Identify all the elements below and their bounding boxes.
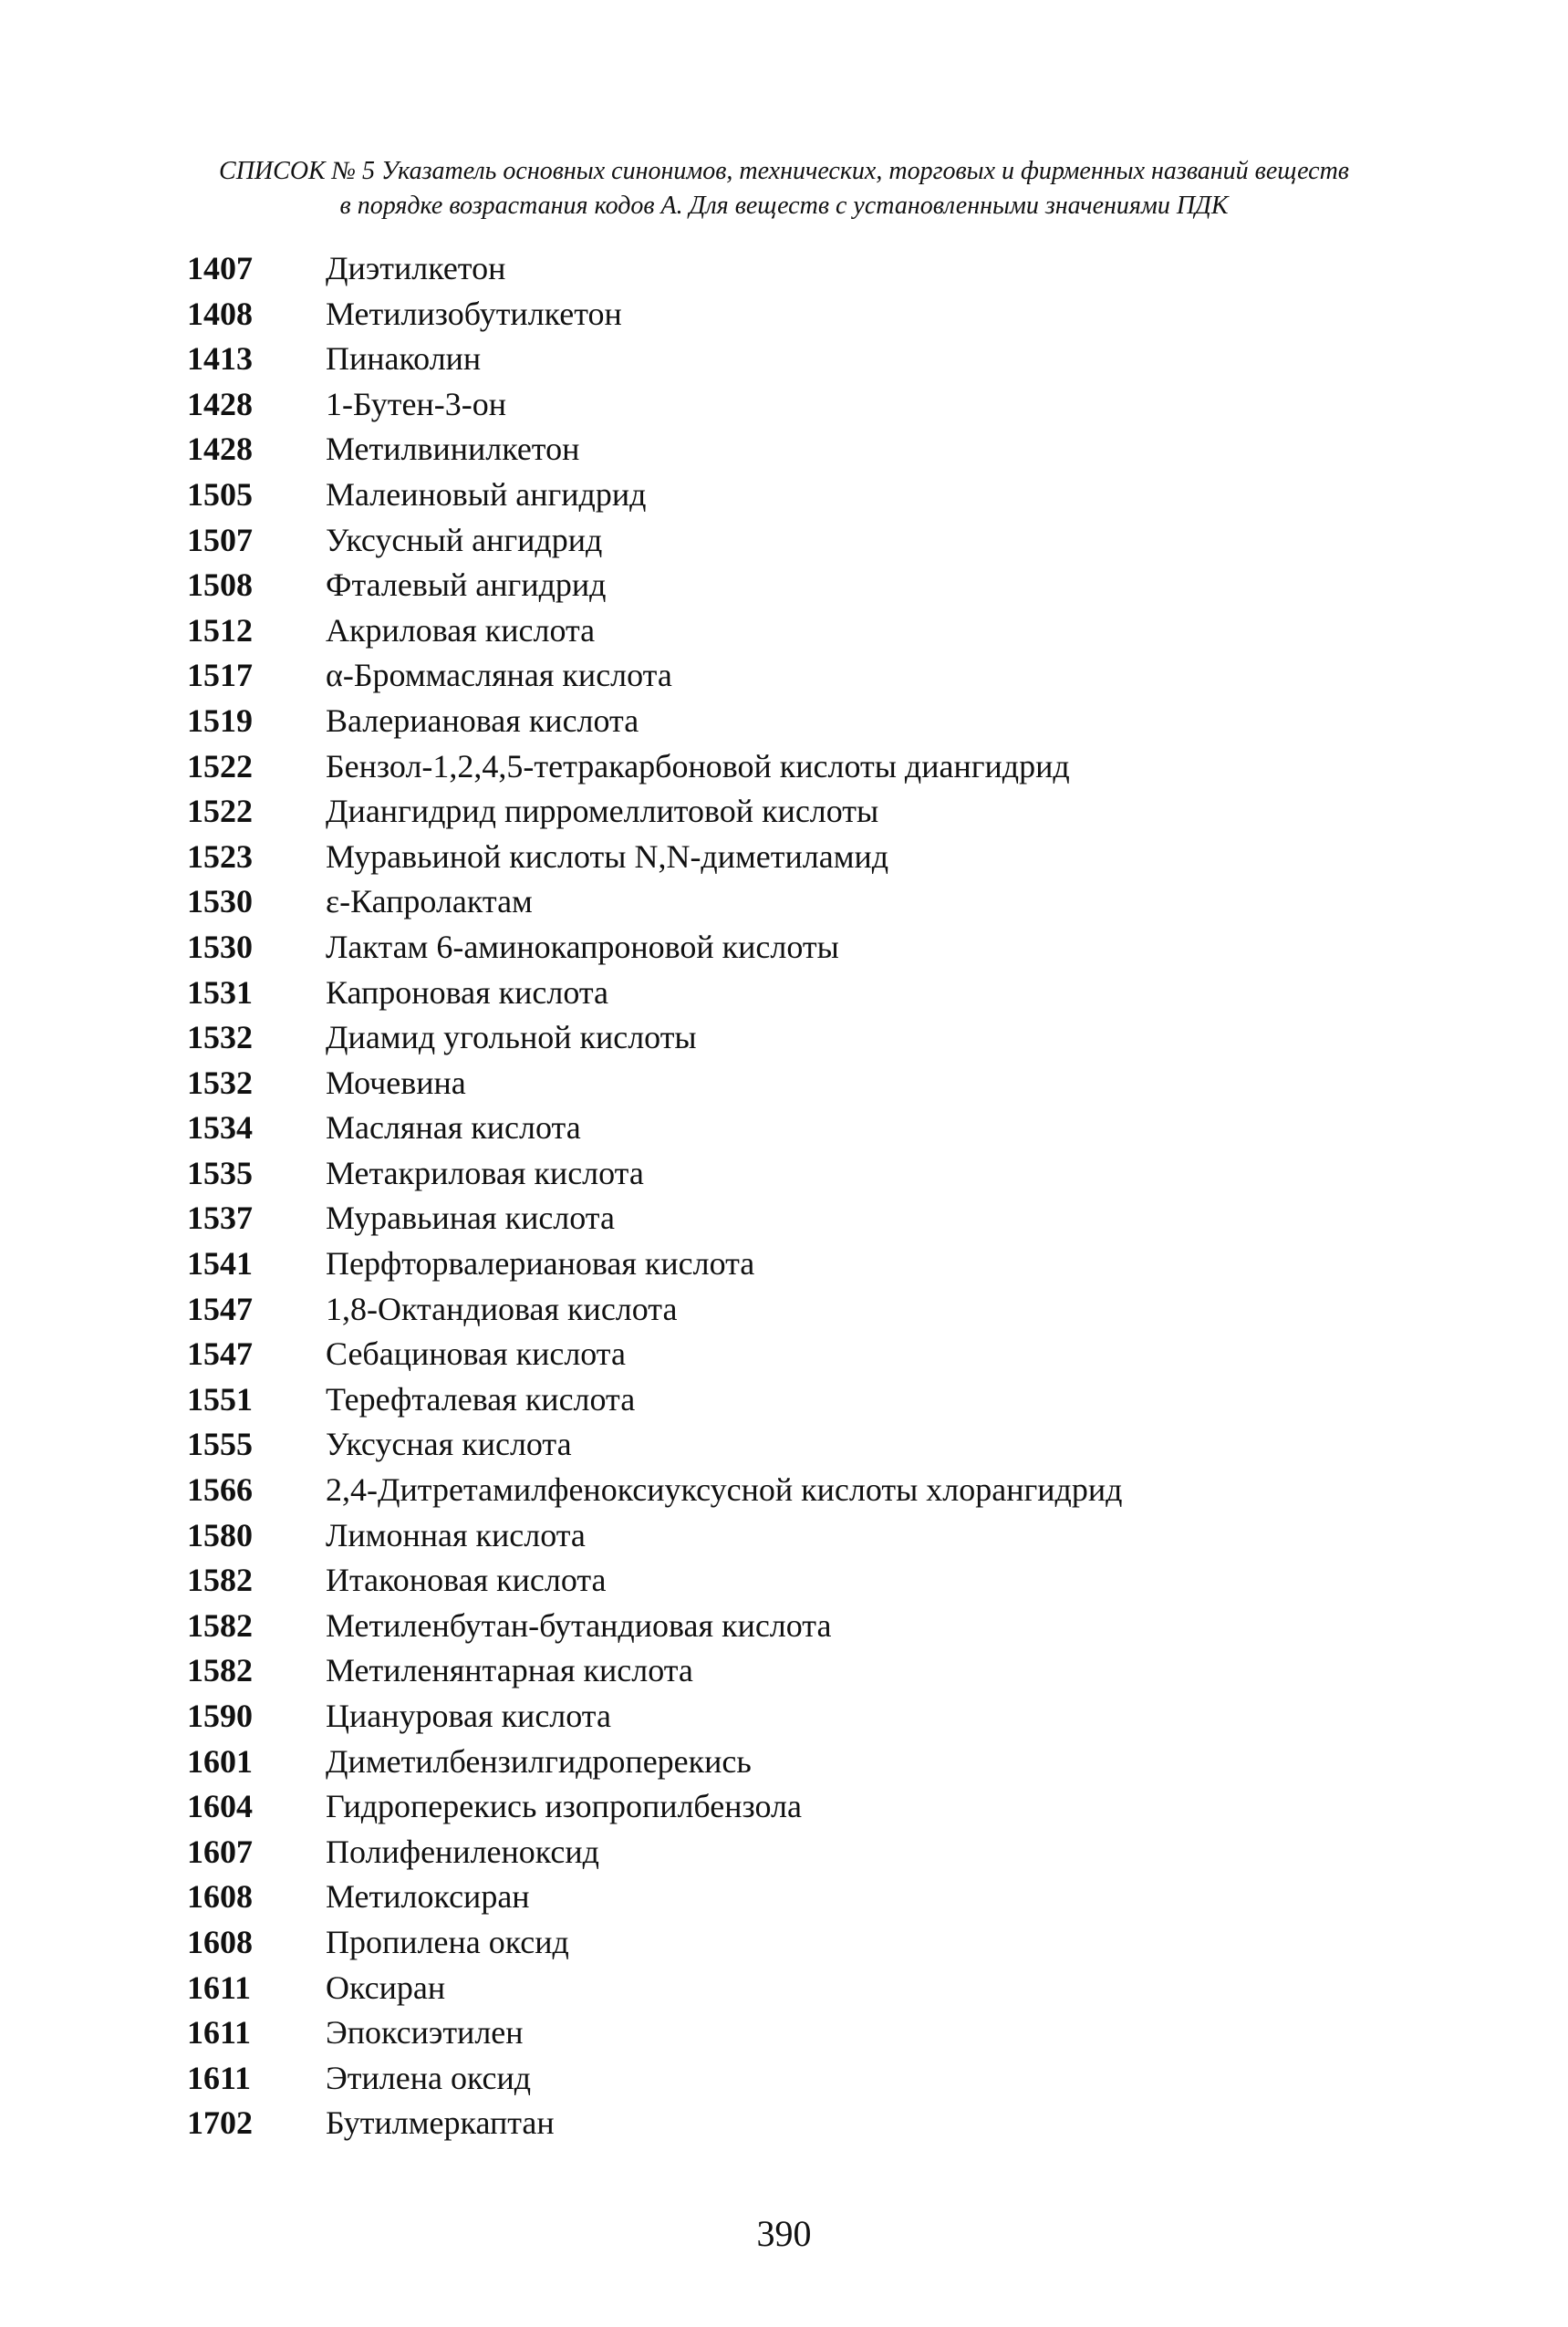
substance-code: 1566 [187,1471,253,1509]
substance-code: 1522 [187,793,253,830]
list-item [0,1196,1568,1241]
substance-code: 1534 [187,1109,253,1147]
substance-code: 1428 [187,431,253,468]
list-item [0,1920,1568,1966]
list-item [0,835,1568,880]
substance-name: Эпоксиэтилен [326,2014,524,2052]
substance-name: Диамид угольной кислоты [326,1019,697,1056]
substance-name: Лимонная кислота [326,1516,586,1553]
substance-name: Масляная кислота [326,1109,581,1147]
substance-code: 1505 [187,475,253,513]
list-item [0,1648,1568,1694]
substance-name: Оксиран [326,1969,446,2006]
substance-name: Уксусный ангидрид [326,521,603,558]
substance-name: Муравьиная кислота [326,1200,615,1237]
list-item [0,337,1568,382]
substance-name: Бутилмеркаптан [326,2104,555,2142]
substance-name: Диметилбензилгидроперекись [326,1742,752,1780]
substance-name: Мочевина [326,1064,466,1101]
list-item [0,699,1568,744]
list-item [0,1468,1568,1513]
list-item [0,518,1568,564]
list-item [0,653,1568,699]
substance-code: 1582 [187,1562,253,1599]
page-header-line-2: в порядке возрастания кодов А. Для веществ с установленными значениями ПДК [339,192,1229,220]
substance-name: Уксусная кислота [326,1426,572,1463]
substance-name: α-Броммасляная кислота [326,657,672,694]
list-item [0,1377,1568,1423]
substance-code: 1532 [187,1064,253,1101]
list-item [0,744,1568,790]
list-item [0,1966,1568,2011]
list-item [0,1015,1568,1061]
list-item [0,1151,1568,1197]
substance-name: 2,4-Дитретамилфеноксиуксусной кислоты хлорангидрид [326,1471,1123,1509]
substance-name: Терефталевая кислота [326,1380,636,1418]
list-item [0,1694,1568,1740]
substance-name: 1,8-Октандиовая кислота [326,1290,678,1327]
list-item [0,1604,1568,1649]
substance-name: Себациновая кислота [326,1335,626,1373]
list-item [0,246,1568,292]
substance-list [0,246,1568,2146]
list-item [0,608,1568,654]
list-item [0,789,1568,835]
substance-code: 1702 [187,2104,253,2142]
substance-name: Метиленянтарная кислота [326,1652,693,1689]
list-item [0,1422,1568,1468]
substance-name: Перфторвалериановая кислота [326,1245,755,1283]
substance-code: 1530 [187,928,253,965]
substance-name: Акриловая кислота [326,611,596,649]
substance-code: 1601 [187,1742,253,1780]
substance-code: 1547 [187,1290,253,1327]
substance-code: 1532 [187,1019,253,1056]
substance-name: Метакриловая кислота [326,1154,644,1191]
substance-name: Фталевый ангидрид [326,566,607,604]
substance-code: 1590 [187,1698,253,1734]
substance-name: Итаконовая кислота [326,1562,607,1599]
substance-name: Бензол-1,2,4,5-тетракарбоновой кислоты диангидрид [326,747,1070,784]
substance-name: Диэтилкетон [326,250,506,286]
substance-code: 1523 [187,837,253,875]
list-item [0,1241,1568,1287]
substance-code: 1611 [187,2014,252,2052]
list-item [0,1513,1568,1559]
substance-code: 1555 [187,1426,253,1463]
list-item [0,1558,1568,1604]
substance-name: 1-Бутен-3-он [326,385,506,422]
substance-name: Муравьиной кислоты N,N-диметиламид [326,837,889,875]
substance-code: 1535 [187,1154,253,1191]
list-item [0,427,1568,473]
substance-code: 1522 [187,747,253,784]
list-item [0,2056,1568,2102]
substance-code: 1582 [187,1652,253,1689]
list-item [0,292,1568,338]
substance-code: 1551 [187,1380,253,1418]
substance-code: 1580 [187,1516,253,1553]
substance-name: Лактам 6-аминокапроновой кислоты [326,928,839,965]
substance-code: 1582 [187,1606,253,1644]
substance-name: Капроновая кислота [326,973,609,1011]
substance-code: 1608 [187,1923,253,1960]
substance-code: 1607 [187,1833,253,1870]
substance-code: 1508 [187,566,253,604]
substance-name: Метилоксиран [326,1878,530,1916]
substance-name: Метилвинилкетон [326,431,580,468]
page-header-line-1: СПИСОК № 5 Указатель основных синонимов, технических, торговых и фирменных названий веществ [219,157,1349,185]
substance-code: 1608 [187,1878,253,1916]
list-item [0,1061,1568,1106]
list-item [0,1332,1568,1377]
list-item [0,925,1568,971]
substance-name: Циануровая кислота [326,1698,611,1734]
substance-code: 1413 [187,340,253,378]
list-item [0,1830,1568,1875]
substance-code: 1547 [187,1335,253,1373]
substance-code: 1541 [187,1245,253,1283]
substance-name: Метилизобутилкетон [326,295,622,332]
substance-name: Гидроперекись изопропилбензола [326,1788,802,1825]
substance-code: 1428 [187,385,253,422]
substance-name: Этилена оксид [326,2059,532,2096]
substance-code: 1407 [187,250,253,286]
list-item [0,1106,1568,1151]
substance-code: 1611 [187,1969,252,2006]
substance-code: 1531 [187,973,253,1011]
list-item [0,2010,1568,2056]
substance-name: Валериановая кислота [326,701,639,739]
substance-code: 1519 [187,701,253,739]
list-item [0,2101,1568,2146]
substance-name: Пропилена оксид [326,1923,569,1960]
substance-code: 1512 [187,611,253,649]
substance-name: Метиленбутан-бутандиовая кислота [326,1606,832,1644]
list-item [0,971,1568,1016]
list-item [0,563,1568,608]
substance-name: Пинаколин [326,340,482,378]
list-item [0,473,1568,518]
list-item [0,1784,1568,1830]
substance-code: 1611 [187,2059,252,2096]
list-item [0,1875,1568,1920]
list-item [0,879,1568,925]
substance-name: Полифениленоксид [326,1833,599,1870]
list-item [0,382,1568,428]
substance-code: 1517 [187,657,253,694]
list-item [0,1740,1568,1785]
substance-name: ε-Капролактам [326,883,533,920]
substance-code: 1537 [187,1200,253,1237]
substance-code: 1408 [187,295,253,332]
page-number: 390 [756,2213,812,2254]
substance-code: 1604 [187,1788,253,1825]
substance-code: 1530 [187,883,253,920]
substance-name: Малеиновый ангидрид [326,475,647,513]
substance-name: Диангидрид пирромеллитовой кислоты [326,793,879,830]
substance-code: 1507 [187,521,253,558]
list-item [0,1287,1568,1333]
